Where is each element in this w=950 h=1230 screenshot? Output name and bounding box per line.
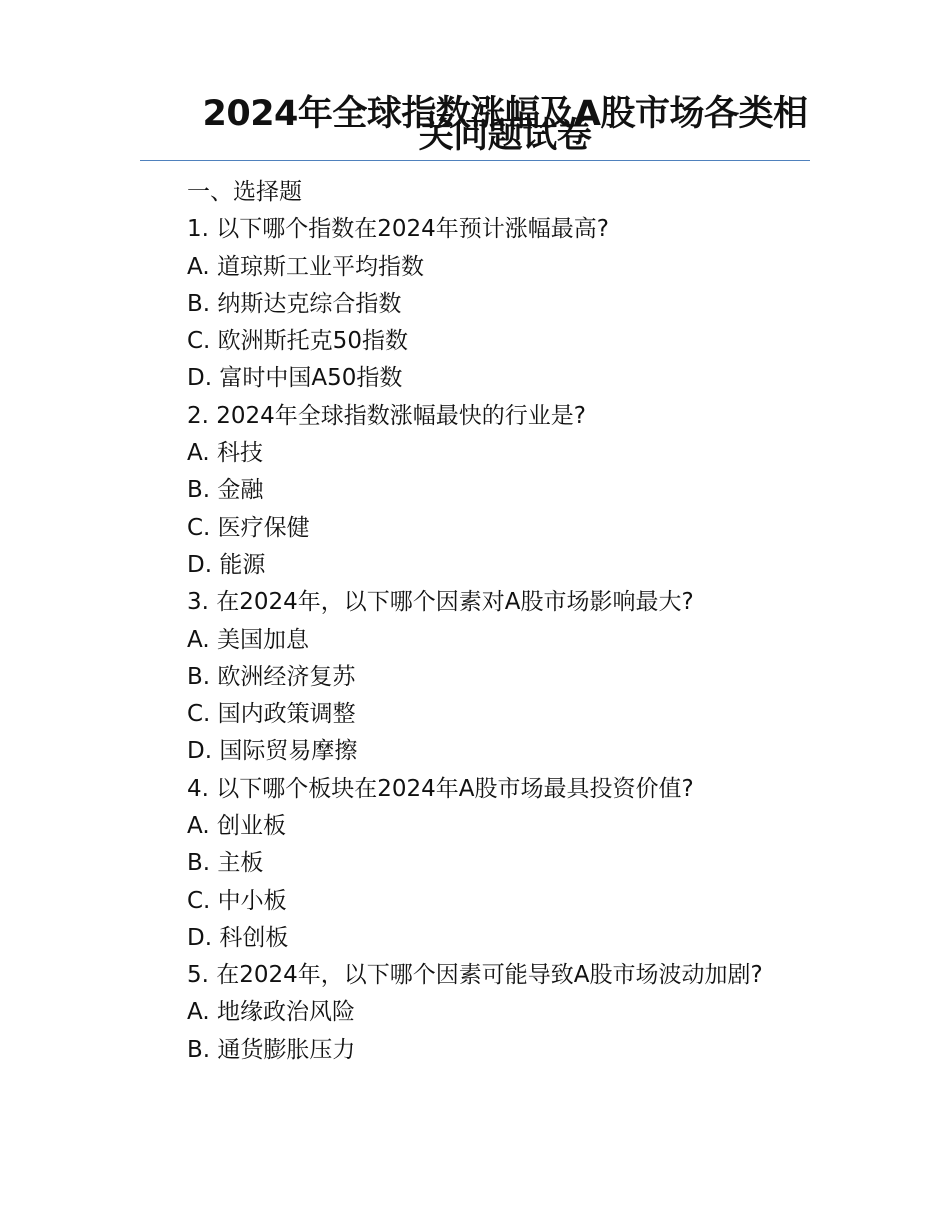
- question-3: 3. 在2024年，以下哪个因素对A股市场影响最大?: [187, 589, 694, 616]
- question-2-option-c: C. 医疗保健: [187, 514, 310, 541]
- question-2-option-d: D. 能源: [187, 551, 266, 578]
- question-1-option-c: C. 欧洲斯托克50指数: [187, 328, 408, 355]
- question-1-option-a: A. 道琼斯工业平均指数: [187, 253, 424, 280]
- question-3-option-a: A. 美国加息: [187, 626, 309, 653]
- question-3-option-b: B. 欧洲经济复苏: [187, 663, 356, 690]
- question-2-option-a: A. 科技: [187, 440, 263, 467]
- question-4-option-a: A. 创业板: [187, 813, 286, 840]
- question-5-option-a: A. 地缘政治风险: [187, 999, 355, 1026]
- question-1: 1. 以下哪个指数在2024年预计涨幅最高?: [187, 216, 609, 243]
- question-4-option-b: B. 主板: [187, 850, 264, 877]
- document-title: 2024年全球指数涨幅及A股市场各类相关问题试卷: [202, 94, 808, 156]
- question-2: 2. 2024年全球指数涨幅最快的行业是?: [187, 402, 586, 429]
- question-1-option-b: B. 纳斯达克综合指数: [187, 290, 402, 317]
- question-2-option-b: B. 金融: [187, 477, 264, 504]
- question-4: 4. 以下哪个板块在2024年A股市场最具投资价值?: [187, 775, 694, 802]
- question-4-option-c: C. 中小板: [187, 887, 287, 914]
- document-body: [140, 174, 810, 1069]
- title-underline: [140, 160, 810, 161]
- section-heading: 一、选择题: [187, 179, 302, 205]
- question-1-option-d: D. 富时中国A50指数: [187, 365, 403, 392]
- question-5: 5. 在2024年，以下哪个因素可能导致A股市场波动加剧?: [187, 962, 763, 989]
- question-3-option-d: D. 国际贸易摩擦: [187, 738, 358, 765]
- question-3-option-c: C. 国内政策调整: [187, 701, 356, 728]
- question-4-option-d: D. 科创板: [187, 924, 289, 951]
- question-5-option-b: B. 通货膨胀压力: [187, 1036, 356, 1063]
